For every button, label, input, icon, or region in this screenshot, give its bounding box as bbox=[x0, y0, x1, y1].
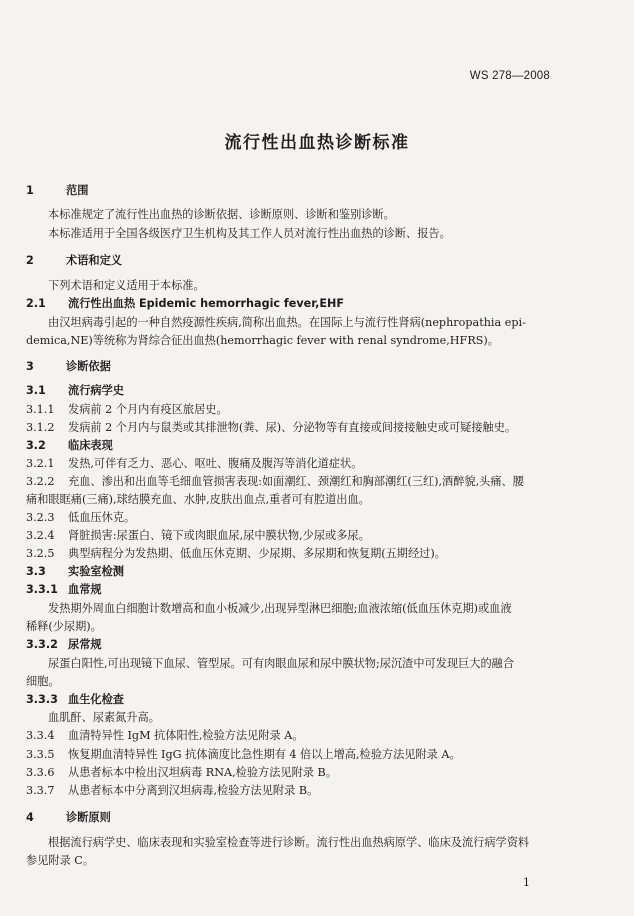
clause-number: 3.3.5 bbox=[26, 748, 55, 761]
clause-text: 恢复期血清特异性 IgG 抗体滴度比急性期有 4 倍以上增高,检验方法见附录 A。 bbox=[68, 748, 461, 761]
subsection-2-1-heading bbox=[26, 297, 344, 311]
paragraph: 血肌酐、尿素氮升高。 bbox=[48, 711, 160, 724]
clause-text: 从患者标本中检出汉坦病毒 RNA,检验方法见附录 B。 bbox=[68, 766, 337, 779]
clause-text: 充血、渗出和出血等毛细血管损害表现:如面潮红、颈潮红和胸部潮红(三红),酒醉貌,头痛、腰 bbox=[68, 475, 524, 488]
section-title: 流行性出血热 Epidemic hemorrhagic fever,EHF bbox=[68, 297, 345, 310]
clause-text: 发热,可伴有乏力、恶心、呕吐、腹痛及腹泻等消化道症状。 bbox=[68, 457, 363, 470]
section-number: 3 bbox=[26, 360, 34, 373]
section-title: 范围 bbox=[66, 184, 89, 197]
clause-3-2-2-continued: 痛和眼眶痛(三痛),球结膜充血、水肿,皮肤出血点,重者可有腔道出血。 bbox=[26, 493, 370, 506]
paragraph: 由汉坦病毒引起的一种自然疫源性疾病,简称出血热。在国际上与流行性肾病(nephropathia epi- bbox=[48, 316, 526, 329]
clause-number: 3.2.4 bbox=[26, 529, 55, 542]
section-number: 2 bbox=[26, 254, 34, 267]
clause-text: 血清特异性 IgM 抗体阳性,检验方法见附录 A。 bbox=[68, 729, 304, 742]
clause-title: 血常规 bbox=[68, 583, 102, 596]
clause-number: 3.3.1 bbox=[26, 583, 58, 596]
clause-3-2-3 bbox=[26, 511, 135, 525]
section-number: 2.1 bbox=[26, 297, 46, 310]
clause-3-2-5 bbox=[26, 547, 446, 561]
clause-3-3-1-heading bbox=[26, 583, 102, 597]
section-number: 3.3 bbox=[26, 565, 46, 578]
clause-title: 血生化检查 bbox=[68, 693, 124, 706]
clause-number: 3.2.3 bbox=[26, 511, 55, 524]
clause-number: 3.2.5 bbox=[26, 547, 55, 560]
clause-number: 3.1.1 bbox=[26, 403, 55, 416]
page-number: 1 bbox=[523, 876, 530, 889]
section-title: 临床表现 bbox=[68, 439, 113, 452]
clause-3-3-2-heading bbox=[26, 638, 102, 652]
clause-text: 发病前 2 个月内有疫区旅居史。 bbox=[68, 403, 228, 416]
paragraph: 本标准规定了流行性出血热的诊断依据、诊断原则、诊断和鉴别诊断。 bbox=[48, 208, 395, 221]
section-title: 诊断依据 bbox=[66, 360, 111, 373]
clause-title: 尿常规 bbox=[68, 638, 102, 651]
clause-text: 典型病程分为发热期、低血压休克期、少尿期、多尿期和恢复期(五期经过)。 bbox=[68, 547, 446, 560]
clause-number: 3.2.2 bbox=[26, 475, 55, 488]
section-title: 流行病学史 bbox=[68, 384, 124, 397]
clause-number: 3.3.3 bbox=[26, 693, 58, 706]
subsection-3-3-heading bbox=[26, 565, 124, 579]
clause-3-3-6 bbox=[26, 766, 337, 780]
clause-3-3-7 bbox=[26, 784, 318, 798]
clause-number: 3.3.2 bbox=[26, 638, 58, 651]
section-3-heading bbox=[26, 360, 111, 374]
paragraph: 尿蛋白阳性,可出现镜下血尿、管型尿。可有肉眼血尿和尿中膜状物;尿沉渣中可发现巨大的融合 bbox=[48, 657, 515, 670]
clause-3-2-2 bbox=[26, 475, 524, 489]
clause-3-1-1 bbox=[26, 403, 228, 417]
clause-text: 发病前 2 个月内与鼠类或其排泄物(粪、尿)、分泌物等有直接或间接接触史或可疑接触史。 bbox=[68, 421, 517, 434]
paragraph: 参见附录 C。 bbox=[26, 854, 95, 867]
clause-number: 3.3.7 bbox=[26, 784, 55, 797]
section-number: 3.2 bbox=[26, 439, 46, 452]
clause-3-3-3-heading bbox=[26, 693, 124, 707]
clause-number: 3.3.4 bbox=[26, 729, 55, 742]
section-title: 术语和定义 bbox=[66, 254, 122, 267]
standard-code: WS 278—2008 bbox=[469, 70, 550, 82]
section-number: 1 bbox=[26, 184, 34, 197]
paragraph: 发热期外周血白细胞计数增高和血小板减少,出现异型淋巴细胞;血液浓缩(低血压休克期)或血液 bbox=[48, 602, 512, 615]
section-title: 诊断原则 bbox=[66, 811, 111, 824]
clause-3-3-5 bbox=[26, 748, 461, 762]
paragraph: 本标准适用于全国各级医疗卫生机构及其工作人员对流行性出血热的诊断、报告。 bbox=[48, 227, 451, 240]
subsection-3-1-heading bbox=[26, 384, 124, 398]
section-number: 3.1 bbox=[26, 384, 46, 397]
paragraph: 稀释(少尿期)。 bbox=[26, 620, 102, 633]
section-2-heading bbox=[26, 254, 122, 268]
clause-3-3-4 bbox=[26, 729, 304, 743]
page-title: 流行性出血热诊断标准 bbox=[224, 133, 410, 153]
section-title: 实验室检测 bbox=[68, 565, 124, 578]
clause-3-2-1 bbox=[26, 457, 362, 471]
clause-number: 3.1.2 bbox=[26, 421, 55, 434]
section-4-heading bbox=[26, 811, 111, 825]
clause-3-1-2 bbox=[26, 421, 516, 435]
clause-text: 低血压休克。 bbox=[68, 511, 136, 524]
paragraph: demica,NE)等统称为肾综合征出血热(hemorrhagic fever with renal syndrome,HFRS)。 bbox=[26, 334, 499, 347]
paragraph: 根据流行病学史、临床表现和实验室检查等进行诊断。流行性出血热病原学、临床及流行病学资料 bbox=[48, 836, 530, 849]
clause-text: 肾脏损害:尿蛋白、镜下或肉眼血尿,尿中膜状物,少尿或多尿。 bbox=[68, 529, 370, 542]
clause-text: 从患者标本中分离到汉坦病毒,检验方法见附录 B。 bbox=[68, 784, 319, 797]
clause-number: 3.2.1 bbox=[26, 457, 55, 470]
section-number: 4 bbox=[26, 811, 34, 824]
paragraph: 下列术语和定义适用于本标准。 bbox=[48, 279, 205, 292]
clause-number: 3.3.6 bbox=[26, 766, 55, 779]
paragraph: 细胞。 bbox=[26, 675, 60, 688]
section-1-heading bbox=[26, 184, 88, 198]
subsection-3-2-heading bbox=[26, 439, 113, 453]
clause-3-2-4 bbox=[26, 529, 370, 543]
